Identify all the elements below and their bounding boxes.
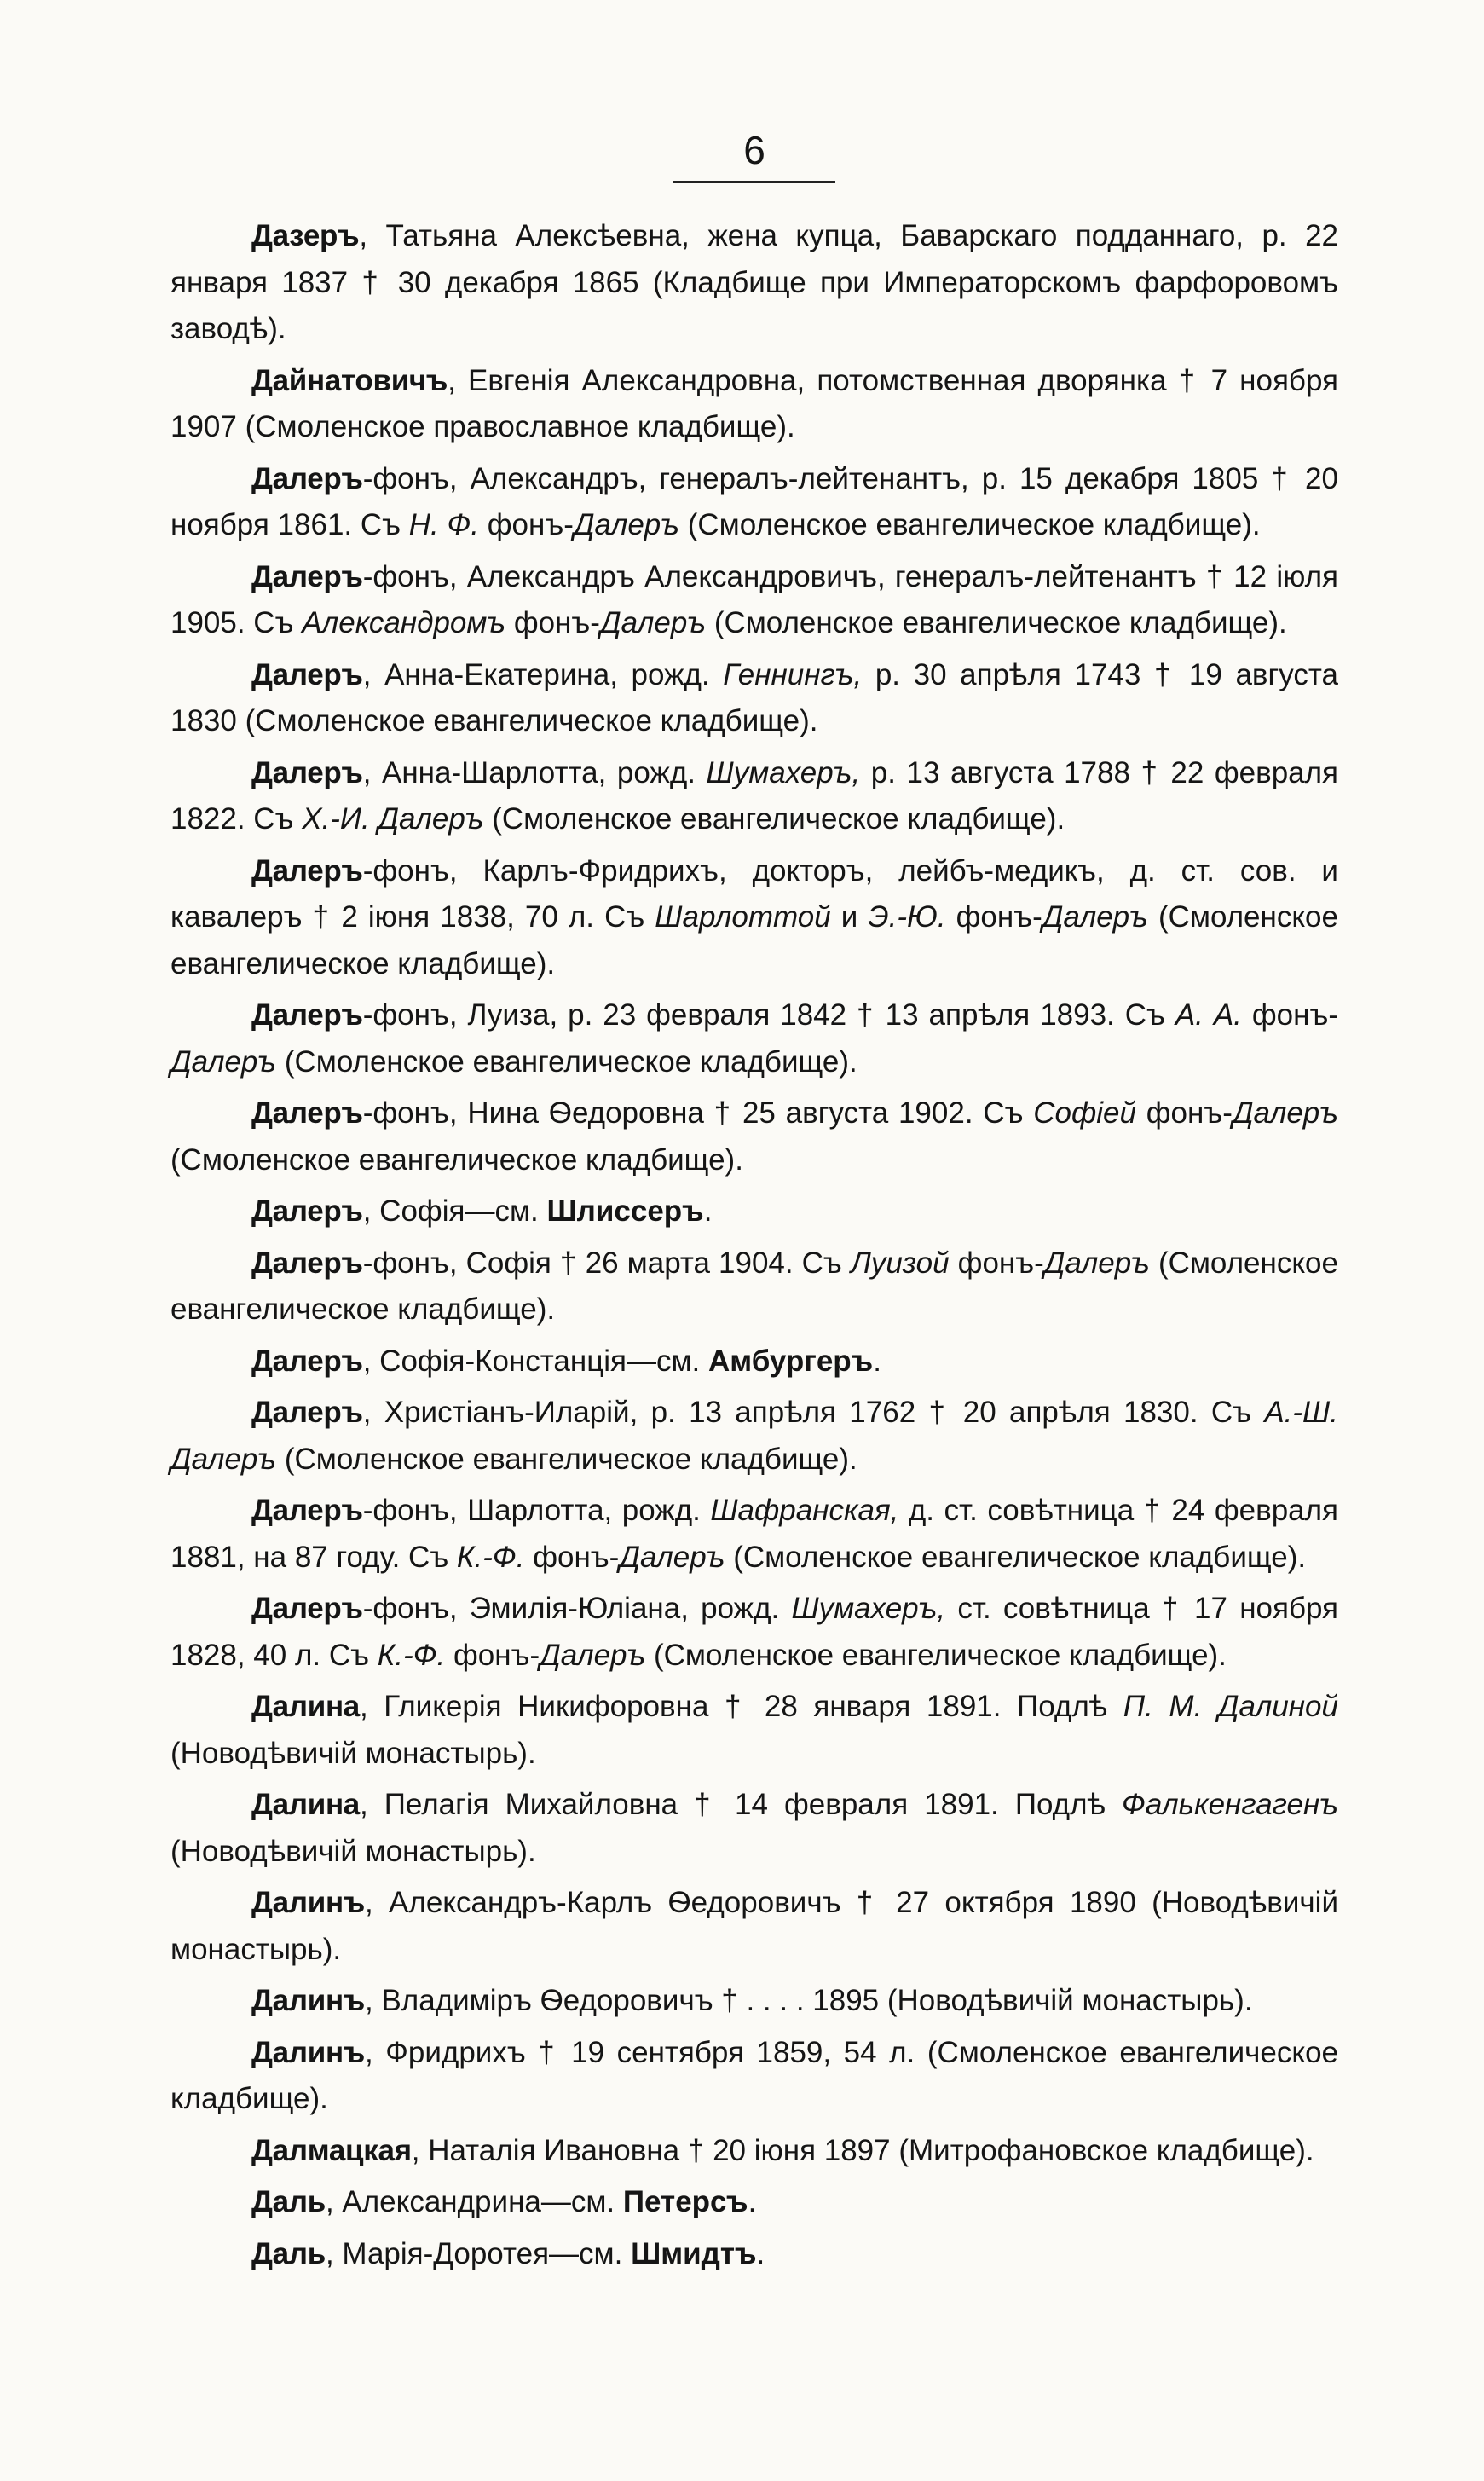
surname: Далмацкая bbox=[251, 2133, 412, 2167]
entry bbox=[170, 652, 1338, 745]
entry-text: (Новодѣвичій монастырь). bbox=[170, 1736, 536, 1770]
surname: Далеръ bbox=[251, 853, 363, 888]
entry bbox=[170, 1188, 1338, 1235]
surname: Далеръ bbox=[251, 1494, 363, 1527]
entry-text: (Смоленское евангелическое кладбище). bbox=[679, 508, 1261, 541]
entry-text: . bbox=[703, 1194, 713, 1228]
entry-text: , Марія-Доротея—см. bbox=[325, 2236, 632, 2270]
entry-text: д. ст. совѣтница † 24 февраля 1881, на 87 году. Съ bbox=[170, 1494, 1339, 1574]
entry-text: . bbox=[873, 1344, 881, 1378]
italic-name: Софіей bbox=[1033, 1096, 1136, 1130]
cross-reference: Шлиссеръ bbox=[546, 1194, 704, 1228]
cross-reference: Петерсъ bbox=[622, 2185, 748, 2218]
italic-name: Шарлоттой bbox=[655, 900, 831, 934]
italic-name: Далеръ bbox=[540, 1638, 646, 1672]
entry bbox=[170, 456, 1338, 549]
entry bbox=[170, 213, 1338, 353]
entry-list bbox=[170, 213, 1338, 2282]
entry bbox=[170, 1390, 1338, 1483]
entry-text: -фонъ, Александръ, генералъ-лейтенантъ, р. 15 декабря 1805 † 20 ноября 1861. Съ bbox=[170, 461, 1338, 541]
entry-text: , Татьяна Алексѣевна, жена купца, Баварскаго подданнаго, р. 22 января 1837 † 30 декабря 1865 (Кладбище при Императорскомъ фарфоровомъ заводѣ). bbox=[170, 219, 1338, 345]
entry-text: , Пелагія Михайловна † 14 февраля 1891. Подлѣ bbox=[359, 1788, 1123, 1821]
surname: Далеръ bbox=[251, 755, 363, 789]
entry bbox=[170, 1090, 1338, 1183]
italic-name: Геннингъ, bbox=[723, 657, 863, 691]
entry-text: фонъ- bbox=[505, 606, 600, 639]
entry-text: -фонъ, Луиза, р. 23 февраля 1842 † 13 апрѣля 1893. Съ bbox=[362, 998, 1175, 1032]
surname: Далинъ bbox=[251, 1984, 366, 2017]
entry-text: , Софія—см. bbox=[362, 1194, 547, 1228]
italic-name: Александромъ bbox=[302, 606, 506, 639]
entry-text: , Владиміръ Ѳедоровичъ † . . . . 1895 (Новодѣвичій монастырь). bbox=[365, 1984, 1253, 2017]
italic-name: А.-Ш. Далеръ bbox=[170, 1396, 1338, 1476]
entry-text: -фонъ, Эмилія-Юліана, рожд. bbox=[362, 1592, 792, 1625]
entry bbox=[170, 1586, 1338, 1679]
entry-text: р. 30 апрѣля 1743 † 19 августа 1830 (Смоленское евангелическое кладбище). bbox=[170, 657, 1338, 737]
entry-text: (Смоленское евангелическое кладбище). bbox=[170, 1142, 743, 1177]
entry-text: , Христіанъ-Иларій, р. 13 апрѣля 1762 † 20 апрѣля 1830. Съ bbox=[362, 1396, 1265, 1429]
entry-text: (Смоленское евангелическое кладбище). bbox=[276, 1044, 857, 1079]
entry-text: фонъ- bbox=[479, 508, 574, 541]
italic-name: Далеръ bbox=[170, 1044, 277, 1079]
entry bbox=[170, 1978, 1338, 2025]
surname: Даль bbox=[251, 2185, 326, 2218]
italic-name: Шумахеръ, bbox=[706, 755, 861, 789]
entry-text: р. 13 августа 1788 † 22 февраля 1822. Съ bbox=[170, 755, 1338, 836]
surname: Далеръ bbox=[251, 1096, 363, 1130]
surname: Далеръ bbox=[251, 1344, 363, 1378]
italic-name: Х.-И. Далеръ bbox=[302, 802, 484, 836]
surname: Дайнатовичъ bbox=[251, 363, 448, 397]
italic-name: К.-Ф. bbox=[377, 1638, 446, 1672]
entry-text: -фонъ, Александръ Александровичъ, генералъ-лейтенантъ † 12 іюля 1905. Съ bbox=[170, 559, 1338, 639]
italic-name: Э.-Ю. bbox=[868, 900, 946, 934]
entry-text: (Смоленское евангелическое кладбище). bbox=[645, 1638, 1227, 1672]
italic-name: Далеръ bbox=[619, 1540, 725, 1574]
italic-name: П. М. Далиной bbox=[1123, 1690, 1338, 1723]
entry bbox=[170, 1880, 1338, 1973]
entry-text: -фонъ, Шарлотта, рожд. bbox=[362, 1494, 711, 1527]
entry-text: и bbox=[830, 900, 869, 934]
entry bbox=[170, 1782, 1338, 1875]
surname: Далеръ bbox=[251, 461, 363, 495]
entry bbox=[170, 2179, 1338, 2226]
italic-name: К.-Ф. bbox=[456, 1540, 525, 1574]
surname: Далеръ bbox=[251, 1592, 363, 1625]
entry bbox=[170, 848, 1338, 988]
entry-text: , Наталія Ивановна † 20 іюня 1897 (Митрофановское кладбище). bbox=[411, 2133, 1314, 2167]
italic-name: Луизой bbox=[850, 1246, 950, 1280]
entry-text: (Смоленское евангелическое кладбище). bbox=[706, 606, 1287, 639]
italic-name: Далеръ bbox=[1042, 900, 1148, 934]
entry bbox=[170, 2030, 1338, 2123]
surname: Даль bbox=[251, 2236, 326, 2270]
entry bbox=[170, 750, 1338, 843]
entry-text: фонъ- bbox=[1241, 998, 1338, 1032]
entry-text: , Александрина—см. bbox=[325, 2185, 623, 2218]
entry-text: . bbox=[756, 2236, 765, 2270]
entry bbox=[170, 1684, 1338, 1777]
entry bbox=[170, 554, 1338, 647]
entry-text: фонъ- bbox=[445, 1638, 540, 1672]
entry-text: -фонъ, Карлъ-Фридрихъ, докторъ, лейбъ-медикъ, д. ст. сов. и кавалеръ † 2 іюня 1838, 70 л. Съ bbox=[170, 853, 1338, 934]
cross-reference: Шмидтъ bbox=[631, 2236, 757, 2270]
surname: Далеръ bbox=[251, 998, 363, 1032]
entry-text: , Анна-Шарлотта, рожд. bbox=[362, 755, 707, 789]
entry-text: (Смоленское евангелическое кладбище). bbox=[276, 1442, 857, 1476]
surname: Далина bbox=[251, 1690, 360, 1723]
entry-text: , Фридрихъ † 19 сентября 1859, 54 л. (Смоленское евангелическое кладбище). bbox=[170, 2035, 1338, 2115]
entry bbox=[170, 2128, 1338, 2175]
entry bbox=[170, 1488, 1338, 1581]
entry-text: фонъ- bbox=[949, 1246, 1044, 1280]
entry-text: , Гликерія Никифоровна † 28 января 1891. Подлѣ bbox=[359, 1690, 1123, 1723]
surname: Дазеръ bbox=[251, 219, 360, 252]
entry-text: (Новодѣвичій монастырь). bbox=[170, 1834, 536, 1868]
italic-name: Далеръ bbox=[1232, 1096, 1338, 1130]
surname: Далеръ bbox=[251, 1246, 363, 1280]
entry-text: -фонъ, Софія † 26 марта 1904. Съ bbox=[362, 1246, 851, 1280]
surname: Далеръ bbox=[251, 1194, 363, 1228]
entry-text: (Смоленское евангелическое кладбище). bbox=[483, 802, 1065, 836]
entry-text: , Анна-Екатерина, рожд. bbox=[362, 657, 724, 691]
italic-name: А. А. bbox=[1175, 998, 1242, 1032]
italic-name: Фалькенгагенъ bbox=[1122, 1788, 1338, 1821]
entry-text: (Смоленское евангелическое кладбище). bbox=[170, 1246, 1338, 1326]
surname: Далинъ bbox=[251, 1886, 366, 1919]
surname: Далеръ bbox=[251, 657, 363, 691]
entry-text: -фонъ, Нина Ѳедоровна † 25 августа 1902. Съ bbox=[362, 1096, 1034, 1130]
page-number-rule bbox=[673, 181, 835, 183]
italic-name: Шафранская, bbox=[710, 1494, 899, 1527]
italic-name: Н. Ф. bbox=[408, 508, 480, 541]
entry bbox=[170, 1339, 1338, 1385]
entry-text: ст. совѣтница † 17 ноября 1828, 40 л. Съ bbox=[170, 1592, 1339, 1672]
entry-text: (Смоленское евангелическое кладбище). bbox=[725, 1540, 1307, 1574]
entry-text: фонъ- bbox=[945, 900, 1042, 934]
entry-text: , Евгенія Александровна, потомственная дворянка † 7 ноября 1907 (Смоленское православное кладбище). bbox=[170, 363, 1338, 443]
entry-text: , Александръ-Карлъ Ѳедоровичъ † 27 октября 1890 (Новодѣвичій монастырь). bbox=[170, 1886, 1338, 1966]
surname: Далина bbox=[251, 1788, 360, 1821]
surname: Далеръ bbox=[251, 1396, 363, 1429]
italic-name: Далеръ bbox=[1043, 1246, 1150, 1280]
entry bbox=[170, 1240, 1338, 1333]
entry bbox=[170, 992, 1338, 1085]
italic-name: Далеръ bbox=[573, 508, 679, 541]
italic-name: Далеръ bbox=[599, 606, 707, 639]
entry-text: , Софія-Констанція—см. bbox=[362, 1344, 709, 1378]
entry bbox=[170, 358, 1338, 451]
cross-reference: Амбургеръ bbox=[708, 1344, 874, 1378]
surname: Далинъ bbox=[251, 2035, 366, 2069]
entry-text: (Смоленское евангелическое кладбище). bbox=[170, 900, 1338, 980]
entry bbox=[170, 2231, 1338, 2278]
italic-name: Шумахеръ, bbox=[791, 1592, 946, 1625]
entry-text: фонъ- bbox=[1135, 1096, 1233, 1130]
entry-text: . bbox=[748, 2185, 757, 2218]
page-number: 6 bbox=[743, 128, 765, 172]
entry-text: фонъ- bbox=[524, 1540, 620, 1574]
surname: Далеръ bbox=[251, 559, 363, 593]
